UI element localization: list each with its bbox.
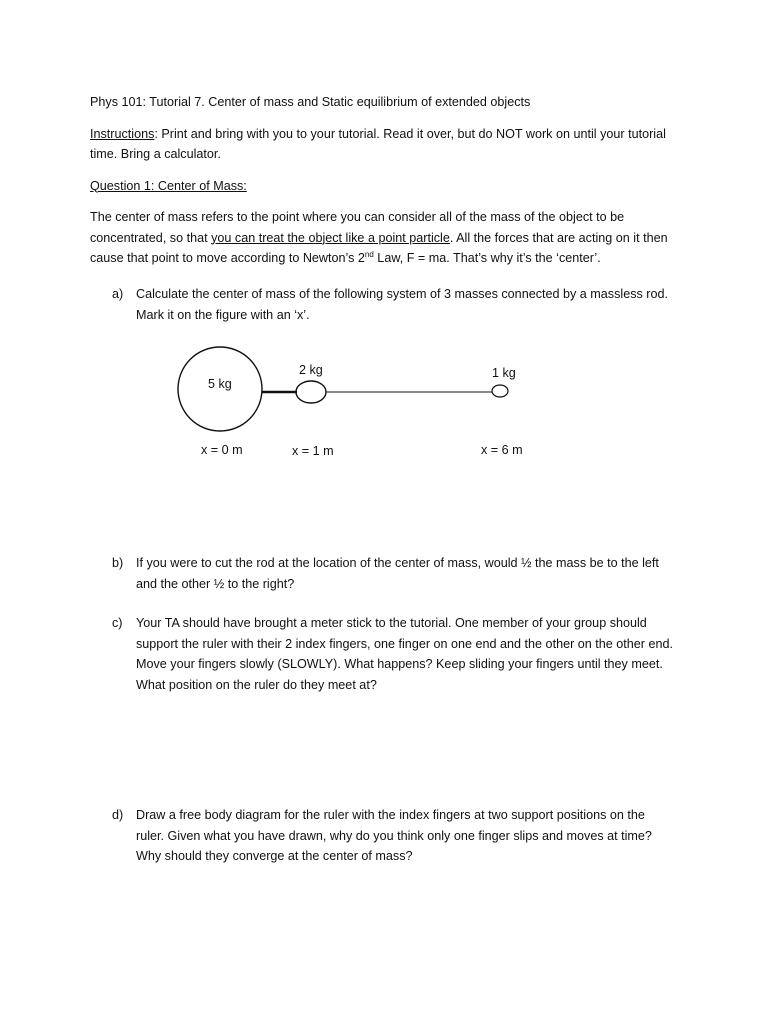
mass-label-2kg: 2 kg bbox=[299, 363, 323, 377]
mass-2kg-ellipse bbox=[296, 381, 326, 403]
item-text: Your TA should have brought a meter stick to the tutorial. One member of your group should support the ruler with their 2 index fingers, one finger on one end and the other on the other end. Move your fingers slowly (SLOWLY). What happens? Keep sliding your fingers until they meet. What position on the ruler do they meet at? bbox=[136, 616, 673, 692]
question-item-a bbox=[90, 284, 676, 325]
intro-text-1: The center of mass refers to the point where you can consider all of the mass of the object to be concentrated, so that bbox=[90, 210, 625, 245]
question1-intro bbox=[90, 207, 690, 269]
question-item-d bbox=[90, 805, 676, 867]
item-label: b) bbox=[112, 556, 124, 570]
intro-text-3: Law, F = ma. That’s why it’s the ‘center’. bbox=[373, 251, 601, 265]
item-label: d) bbox=[112, 808, 124, 822]
position-label-6m: x = 6 m bbox=[481, 443, 523, 457]
question-item-b bbox=[90, 553, 676, 594]
mass-label-1kg: 1 kg bbox=[492, 366, 516, 380]
question-item-c bbox=[90, 613, 676, 695]
item-label: a) bbox=[112, 287, 124, 301]
position-label-0m: x = 0 m bbox=[201, 443, 243, 457]
intro-text-2: . All the forces that are acting on it then cause that point to move according to Newton’s 2 bbox=[90, 230, 668, 265]
tutorial-document bbox=[90, 92, 690, 280]
intro-superscript: nd bbox=[364, 249, 374, 259]
item-text: Calculate the center of mass of the following system of 3 masses connected by a massless rod. Mark it on the figure with an ‘x’. bbox=[136, 287, 668, 322]
item-text: Draw a free body diagram for the ruler with the index fingers at two support positions on the ruler. Given what you have drawn, why do you think only one finger slips and moves at time? Why should they converge at the center of mass? bbox=[136, 808, 652, 863]
document-title: Phys 101: Tutorial 7. Center of mass and Static equilibrium of extended objects bbox=[90, 95, 531, 109]
instructions-text: : Print and bring with you to your tutorial. Read it over, but do NOT work on until your tutorial time. Bring a calculator. bbox=[90, 126, 666, 161]
mass-label-5kg: 5 kg bbox=[208, 377, 232, 391]
question1-heading: Question 1: Center of Mass: bbox=[90, 178, 247, 193]
position-label-1m: x = 1 m bbox=[292, 444, 334, 458]
instructions-paragraph bbox=[90, 124, 690, 165]
intro-underlined-text: you can treat the object like a point particle bbox=[211, 230, 450, 245]
item-text: If you were to cut the rod at the location of the center of mass, would ½ the mass be to the left and the other ½ to the right? bbox=[136, 556, 659, 591]
mass-1kg-ellipse bbox=[492, 385, 508, 397]
instructions-label: Instructions bbox=[90, 126, 155, 141]
item-label: c) bbox=[112, 616, 123, 630]
